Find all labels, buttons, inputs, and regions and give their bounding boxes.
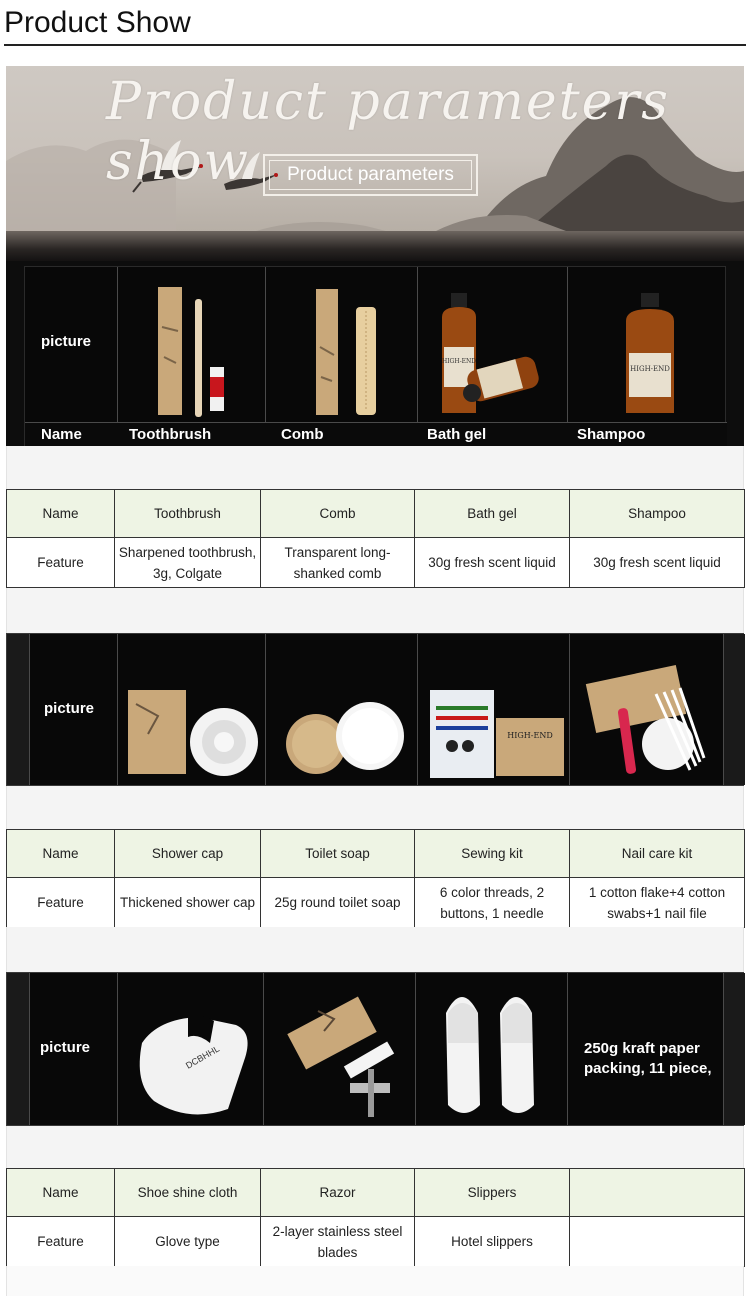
shoe-shine-cloth-picture <box>117 973 263 1125</box>
nail-care-kit-picture <box>569 634 723 785</box>
section2-spec-table <box>6 829 745 928</box>
comb-picture <box>265 267 417 445</box>
name-header: Name <box>7 830 115 878</box>
product-name: Comb <box>261 490 415 538</box>
razor-picture <box>263 973 415 1125</box>
banner-cursive-title: Product parameters show <box>106 72 670 192</box>
spacer <box>6 927 744 972</box>
name-band-item: Shampoo <box>577 426 646 443</box>
section3-spec-table <box>6 1168 745 1267</box>
product-feature: 6 color threads, 2 buttons, 1 needle <box>415 878 570 928</box>
svg-text:DCBHHL: DCBHHL <box>184 1043 222 1071</box>
banner-landscape <box>6 66 744 231</box>
product-feature: Glove type <box>115 1217 261 1267</box>
product-feature: 25g round toilet soap <box>261 878 415 928</box>
product-name: Shoe shine cloth <box>115 1169 261 1217</box>
feature-row <box>7 538 745 588</box>
spacer <box>6 446 744 490</box>
name-row <box>7 490 745 538</box>
product-name: Slippers <box>415 1169 570 1217</box>
packing-note: 250g kraft paper packing, 11 piece, <box>584 1040 712 1077</box>
feature-header: Feature <box>7 538 115 588</box>
product-name <box>570 1169 745 1217</box>
toothbrush-picture <box>117 267 265 445</box>
spacer <box>6 588 744 634</box>
product-parameters-label: Product parameters <box>287 164 454 185</box>
product-feature: 30g fresh scent liquid <box>415 538 570 588</box>
product-feature: 2-layer stainless steel blades <box>261 1217 415 1267</box>
bath-gel-picture <box>417 267 567 445</box>
svg-text:HIGH-END: HIGH-END <box>507 731 553 740</box>
name-header: Name <box>7 1169 115 1217</box>
picture-label: picture <box>44 700 95 717</box>
picture-label: picture <box>41 333 92 350</box>
section3-picture-grid <box>6 972 744 1126</box>
product-feature: Hotel slippers <box>415 1217 570 1267</box>
picture-row-label-cell <box>7 973 29 1125</box>
product-name: Toilet soap <box>261 830 415 878</box>
picture-row-edge <box>723 634 745 785</box>
product-feature: Transparent long-shanked comb <box>261 538 415 588</box>
title-rule <box>4 44 746 46</box>
spacer <box>6 1126 744 1168</box>
sewing-kit-picture <box>417 634 569 785</box>
picture-row-edge <box>723 973 745 1125</box>
product-name: Sewing kit <box>415 830 570 878</box>
feature-row <box>7 1217 745 1267</box>
picture-row-label-cell <box>29 973 117 1125</box>
name-header: Name <box>7 490 115 538</box>
feature-row <box>7 878 745 928</box>
toilet-soap-picture <box>265 634 417 785</box>
banner <box>6 66 744 446</box>
product-feature: 1 cotton flake+4 cotton swabs+1 nail file <box>570 878 745 928</box>
name-band-label: Name <box>41 426 82 443</box>
name-row <box>7 830 745 878</box>
picture-row-label-cell <box>7 634 29 785</box>
svg-text:HIGH-END: HIGH-END <box>630 365 670 373</box>
product-name: Nail care kit <box>570 830 745 878</box>
shampoo-picture <box>567 267 727 445</box>
product-feature <box>570 1217 745 1267</box>
product-name: Razor <box>261 1169 415 1217</box>
name-band-item: Comb <box>281 426 324 443</box>
section1-picture-grid <box>24 266 726 446</box>
picture-row-label-cell <box>29 634 117 785</box>
spacer <box>6 1266 744 1296</box>
name-band-item: Bath gel <box>427 426 487 443</box>
product-feature: Thickened shower cap <box>115 878 261 928</box>
banner-dark-band <box>6 231 744 261</box>
product-name: Shampoo <box>570 490 745 538</box>
feature-header: Feature <box>7 1217 115 1267</box>
name-band-item: Toothbrush <box>129 426 212 443</box>
name-row <box>7 1169 745 1217</box>
section2-picture-grid <box>6 633 744 786</box>
section1-spec-table <box>6 489 745 588</box>
shower-cap-picture <box>117 634 265 785</box>
product-feature: Sharpened toothbrush, 3g, Colgate <box>115 538 261 588</box>
name-band <box>25 422 727 446</box>
product-feature: 30g fresh scent liquid <box>570 538 745 588</box>
product-parameters-box <box>263 154 478 196</box>
feature-header: Feature <box>7 878 115 928</box>
picture-row-label-cell <box>25 267 117 445</box>
product-name: Toothbrush <box>115 490 261 538</box>
packing-note-cell <box>567 973 723 1125</box>
picture-label: picture <box>40 1039 91 1056</box>
slippers-picture <box>415 973 567 1125</box>
svg-text:HIGH-END: HIGH-END <box>441 358 477 365</box>
product-name: Bath gel <box>415 490 570 538</box>
page-title: Product Show <box>4 6 191 39</box>
spacer <box>6 786 744 829</box>
product-name: Shower cap <box>115 830 261 878</box>
